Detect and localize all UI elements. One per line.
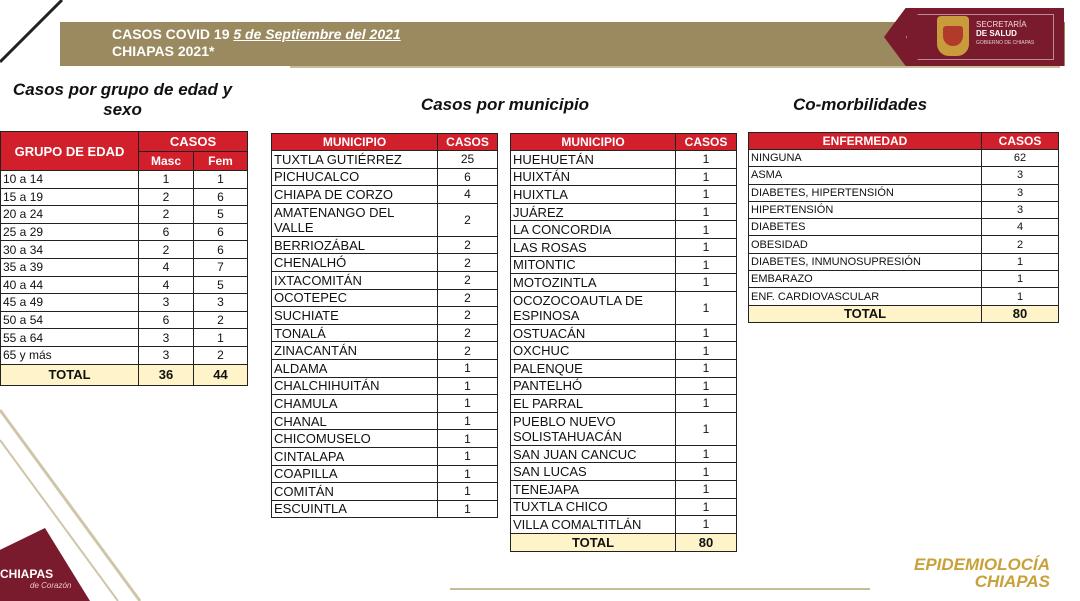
masc-cell: 6	[139, 223, 194, 241]
table-row	[272, 289, 498, 307]
table-row	[1, 206, 248, 224]
municipio-name-cell: MITONTIC	[511, 256, 676, 274]
table-row	[511, 203, 737, 221]
total-label: TOTAL	[749, 305, 982, 322]
municipio-name-cell: ALDAMA	[272, 359, 438, 377]
disease-cases-cell: 3	[982, 201, 1059, 218]
table-row	[1, 346, 248, 364]
municipio-cases-cell: 2	[438, 307, 498, 325]
fem-cell: 2	[194, 311, 248, 329]
col-header-municipio: MUNICIPIO	[272, 134, 438, 151]
municipio-cases-cell: 1	[676, 324, 737, 342]
municipio-cases-cell: 1	[438, 430, 498, 448]
table-row	[1, 276, 248, 294]
epi-line1: EPIDEMIOLOCÍA	[913, 555, 1050, 574]
municipio-name-cell: CINTALAPA	[272, 447, 438, 465]
table-row	[1, 258, 248, 276]
table-row	[749, 184, 1059, 201]
municipio-cases-cell: 2	[438, 271, 498, 289]
fem-cell: 5	[194, 206, 248, 224]
municipio-name-cell: CHIAPA DE CORZO	[272, 186, 438, 204]
table-row	[511, 221, 737, 239]
municipio-name-cell: SUCHIATE	[272, 307, 438, 325]
masc-cell: 3	[139, 346, 194, 364]
header-title	[112, 26, 401, 60]
table-row	[511, 151, 737, 169]
age-group-cell: 25 a 29	[1, 223, 139, 241]
table-row	[272, 395, 498, 413]
municipio-cases-cell: 1	[438, 465, 498, 483]
total-fem: 44	[194, 364, 248, 385]
table-row	[749, 271, 1059, 288]
municipio-name-cell: MOTOZINTLA	[511, 274, 676, 292]
municipio-name-cell: LA CONCORDIA	[511, 221, 676, 239]
table-row	[272, 483, 498, 501]
table-row	[511, 445, 737, 463]
table-row	[272, 186, 498, 204]
chiapas-logo-text: CHIAPAS	[0, 567, 54, 581]
disease-name-cell: ASMA	[749, 167, 982, 184]
chiapas-seal-icon	[937, 16, 969, 56]
table-row	[272, 254, 498, 272]
municipio-cases-cell: 1	[676, 186, 737, 204]
col-header-fem: Fem	[194, 152, 248, 171]
table-row	[272, 359, 498, 377]
municipio-cases-cell: 1	[676, 151, 737, 169]
header-subtitle: CHIAPAS 2021*	[112, 43, 215, 59]
masc-cell: 2	[139, 206, 194, 224]
age-group-cell: 55 a 64	[1, 329, 139, 347]
age-total-row	[1, 364, 248, 385]
table-row	[1, 329, 248, 347]
total-label: TOTAL	[1, 364, 139, 385]
municipio-name-cell: CHAMULA	[272, 395, 438, 413]
table-row	[511, 291, 737, 324]
municipio-name-cell: CHANAL	[272, 412, 438, 430]
municipio-name-cell: OCOTEPEC	[272, 289, 438, 307]
col-header-municipio: MUNICIPIO	[511, 134, 676, 151]
fem-cell: 3	[194, 294, 248, 312]
logo-line1: SECRETARÍA	[976, 20, 1027, 29]
disease-cases-cell: 62	[982, 150, 1059, 167]
municipio-name-cell: TONALÁ	[272, 324, 438, 342]
municipio-cases-cell: 6	[438, 168, 498, 186]
fem-cell: 1	[194, 171, 248, 189]
table-row	[272, 236, 498, 254]
municipio-cases-cell: 1	[438, 395, 498, 413]
masc-cell: 1	[139, 171, 194, 189]
disease-name-cell: DIABETES, HIPERTENSIÓN	[749, 184, 982, 201]
total-cases: 80	[982, 305, 1059, 322]
header-title-prefix: CASOS COVID 19	[112, 26, 230, 42]
age-group-cell: 35 a 39	[1, 258, 139, 276]
table-row	[272, 168, 498, 186]
municipio-name-cell: SAN LUCAS	[511, 463, 676, 481]
table-row	[749, 167, 1059, 184]
disease-name-cell: DIABETES	[749, 219, 982, 236]
fem-cell: 6	[194, 241, 248, 259]
age-group-cell: 45 a 49	[1, 294, 139, 312]
municipio-name-cell: PALENQUE	[511, 359, 676, 377]
municipio-cases-cell: 4	[438, 186, 498, 204]
municipio-name-cell: AMATENANGO DEL VALLE	[272, 203, 438, 236]
table-row	[272, 412, 498, 430]
table-row	[749, 253, 1059, 270]
table-row	[272, 203, 498, 236]
col-header-casos: CASOS	[676, 134, 737, 151]
municipio-name-cell: ZINACANTÁN	[272, 342, 438, 360]
municipio-cases-cell: 1	[676, 203, 737, 221]
masc-cell: 2	[139, 188, 194, 206]
table-row	[272, 324, 498, 342]
municipio-cases-cell: 1	[676, 238, 737, 256]
municipio-cases-cell: 1	[438, 447, 498, 465]
municipio-cases-cell: 1	[438, 412, 498, 430]
col-header-masc: Masc	[139, 152, 194, 171]
municipio-cases-cell: 1	[676, 256, 737, 274]
municipio-name-cell: LAS ROSAS	[511, 238, 676, 256]
disease-name-cell: EMBARAZO	[749, 271, 982, 288]
municipio-name-cell: TENEJAPA	[511, 480, 676, 498]
epi-line2: CHIAPAS	[974, 572, 1050, 591]
disease-name-cell: DIABETES, INMUNOSUPRESIÓN	[749, 253, 982, 270]
table-row	[1, 223, 248, 241]
total-label: TOTAL	[511, 533, 676, 551]
table-row	[511, 238, 737, 256]
disease-name-cell: HIPERTENSIÓN	[749, 201, 982, 218]
municipio-cases-cell: 1	[438, 359, 498, 377]
municipio-name-cell: VILLA COMALTITLÁN	[511, 516, 676, 534]
table-row	[1, 171, 248, 189]
municipio-cases-cell: 1	[676, 395, 737, 413]
age-section-title: Casos por grupo de edad y sexo	[12, 80, 233, 119]
table-row	[511, 463, 737, 481]
age-group-cell: 10 a 14	[1, 171, 139, 189]
municipio-total-row	[511, 533, 737, 551]
chiapas-logo-subtext: de Corazón	[30, 581, 72, 590]
age-group-cell: 15 a 19	[1, 188, 139, 206]
municipio-cases-cell: 1	[438, 377, 498, 395]
municipio-table-1	[271, 133, 498, 518]
municipio-cases-cell: 1	[438, 500, 498, 518]
col-header-disease: ENFERMEDAD	[749, 133, 982, 150]
municipio-cases-cell: 1	[676, 291, 737, 324]
municipio-name-cell: COAPILLA	[272, 465, 438, 483]
age-group-cell: 50 a 54	[1, 311, 139, 329]
table-row	[272, 271, 498, 289]
total-cases: 80	[676, 533, 737, 551]
municipio-name-cell: ESCUINTLA	[272, 500, 438, 518]
total-masc: 36	[139, 364, 194, 385]
municipio-name-cell: JUÁREZ	[511, 203, 676, 221]
table-row	[511, 342, 737, 360]
fem-cell: 1	[194, 329, 248, 347]
municipio-cases-cell: 1	[676, 274, 737, 292]
municipio-name-cell: IXTACOMITÁN	[272, 271, 438, 289]
epidemiologia-logo	[880, 556, 1050, 590]
municipio-cases-cell: 1	[438, 483, 498, 501]
masc-cell: 3	[139, 329, 194, 347]
footer-divider	[450, 588, 870, 590]
col-header-cases: CASOS	[982, 133, 1059, 150]
fem-cell: 5	[194, 276, 248, 294]
municipio-cases-cell: 2	[438, 324, 498, 342]
masc-cell: 6	[139, 311, 194, 329]
table-row	[272, 342, 498, 360]
header-divider	[290, 66, 1060, 68]
table-row	[511, 516, 737, 534]
municipio-cases-cell: 1	[676, 463, 737, 481]
table-row	[511, 480, 737, 498]
table-row	[511, 256, 737, 274]
municipio-cases-cell: 2	[438, 236, 498, 254]
header-date: 5 de Septiembre del 2021	[233, 26, 401, 42]
comorbidities-table	[748, 132, 1059, 323]
fem-cell: 6	[194, 223, 248, 241]
logo-line3: GOBIERNO DE CHIAPAS	[976, 40, 1035, 46]
table-row	[511, 168, 737, 186]
fem-cell: 2	[194, 346, 248, 364]
municipio-name-cell: OXCHUC	[511, 342, 676, 360]
masc-cell: 4	[139, 258, 194, 276]
disease-cases-cell: 4	[982, 219, 1059, 236]
table-row	[272, 447, 498, 465]
age-group-cell: 40 a 44	[1, 276, 139, 294]
table-row	[1, 311, 248, 329]
municipio-cases-cell: 1	[676, 168, 737, 186]
municipio-name-cell: EL PARRAL	[511, 395, 676, 413]
municipio-name-cell: COMITÁN	[272, 483, 438, 501]
table-row	[272, 465, 498, 483]
age-group-cell: 20 a 24	[1, 206, 139, 224]
table-row	[749, 150, 1059, 167]
municipio-name-cell: PICHUCALCO	[272, 168, 438, 186]
col-header-casos: CASOS	[438, 134, 498, 151]
col-header-cases: CASOS	[139, 132, 248, 152]
municipio-name-cell: CHENALHÓ	[272, 254, 438, 272]
masc-cell: 2	[139, 241, 194, 259]
table-row	[1, 241, 248, 259]
municipio-cases-cell: 25	[438, 151, 498, 169]
col-header-group: GRUPO DE EDAD	[1, 132, 139, 171]
table-row	[511, 395, 737, 413]
table-row	[749, 219, 1059, 236]
disease-name-cell: NINGUNA	[749, 150, 982, 167]
municipio-name-cell: BERRIOZÁBAL	[272, 236, 438, 254]
municipio-cases-cell: 2	[438, 342, 498, 360]
municipio-cases-cell: 1	[676, 480, 737, 498]
disease-cases-cell: 3	[982, 167, 1059, 184]
comorb-total-row	[749, 305, 1059, 322]
masc-cell: 4	[139, 276, 194, 294]
municipio-name-cell: OSTUACÁN	[511, 324, 676, 342]
municipio-cases-cell: 2	[438, 254, 498, 272]
table-row	[511, 498, 737, 516]
municipio-cases-cell: 1	[676, 498, 737, 516]
table-row	[511, 324, 737, 342]
municipio-name-cell: HUEHUETÁN	[511, 151, 676, 169]
disease-cases-cell: 2	[982, 236, 1059, 253]
municipio-cases-cell: 1	[676, 359, 737, 377]
municipio-section-title: Casos por municipio	[420, 95, 590, 114]
municipio-name-cell: CHICOMUSELO	[272, 430, 438, 448]
municipio-name-cell: PANTELHÓ	[511, 377, 676, 395]
disease-cases-cell: 1	[982, 271, 1059, 288]
age-sex-table	[0, 131, 248, 386]
table-row	[272, 151, 498, 169]
table-row	[511, 274, 737, 292]
age-group-cell: 65 y más	[1, 346, 139, 364]
municipio-table-2	[510, 133, 737, 552]
municipio-cases-cell: 1	[676, 412, 737, 445]
table-row	[1, 294, 248, 312]
table-row	[511, 377, 737, 395]
municipio-cases-cell: 1	[676, 445, 737, 463]
masc-cell: 3	[139, 294, 194, 312]
table-row	[272, 430, 498, 448]
fem-cell: 7	[194, 258, 248, 276]
fem-cell: 6	[194, 188, 248, 206]
municipio-name-cell: PUEBLO NUEVO SOLISTAHUACÁN	[511, 412, 676, 445]
municipio-name-cell: TUXTLA GUTIÉRREZ	[272, 151, 438, 169]
table-row	[1, 188, 248, 206]
municipio-name-cell: OCOZOCOAUTLA DE ESPINOSA	[511, 291, 676, 324]
disease-cases-cell: 1	[982, 288, 1059, 305]
municipio-cases-cell: 2	[438, 289, 498, 307]
table-row	[272, 500, 498, 518]
disease-cases-cell: 1	[982, 253, 1059, 270]
disease-name-cell: ENF. CARDIOVASCULAR	[749, 288, 982, 305]
table-row	[272, 377, 498, 395]
municipio-cases-cell: 1	[676, 377, 737, 395]
table-row	[749, 288, 1059, 305]
table-row	[511, 359, 737, 377]
municipio-cases-cell: 2	[438, 203, 498, 236]
logo-text	[976, 20, 1027, 38]
table-row	[511, 186, 737, 204]
municipio-name-cell: SAN JUAN CANCUC	[511, 445, 676, 463]
municipio-cases-cell: 1	[676, 342, 737, 360]
table-row	[749, 201, 1059, 218]
logo-line2: DE SALUD	[976, 29, 1017, 38]
municipio-name-cell: CHALCHIHUITÁN	[272, 377, 438, 395]
age-group-cell: 30 a 34	[1, 241, 139, 259]
municipio-cases-cell: 1	[676, 516, 737, 534]
disease-name-cell: OBESIDAD	[749, 236, 982, 253]
disease-cases-cell: 3	[982, 184, 1059, 201]
table-row	[272, 307, 498, 325]
table-row	[749, 236, 1059, 253]
table-row	[511, 412, 737, 445]
municipio-name-cell: TUXTLA CHICO	[511, 498, 676, 516]
municipio-cases-cell: 1	[676, 221, 737, 239]
municipio-name-cell: HUIXTLA	[511, 186, 676, 204]
municipio-name-cell: HUIXTÁN	[511, 168, 676, 186]
comorb-section-title: Co-morbilidades	[792, 95, 928, 114]
